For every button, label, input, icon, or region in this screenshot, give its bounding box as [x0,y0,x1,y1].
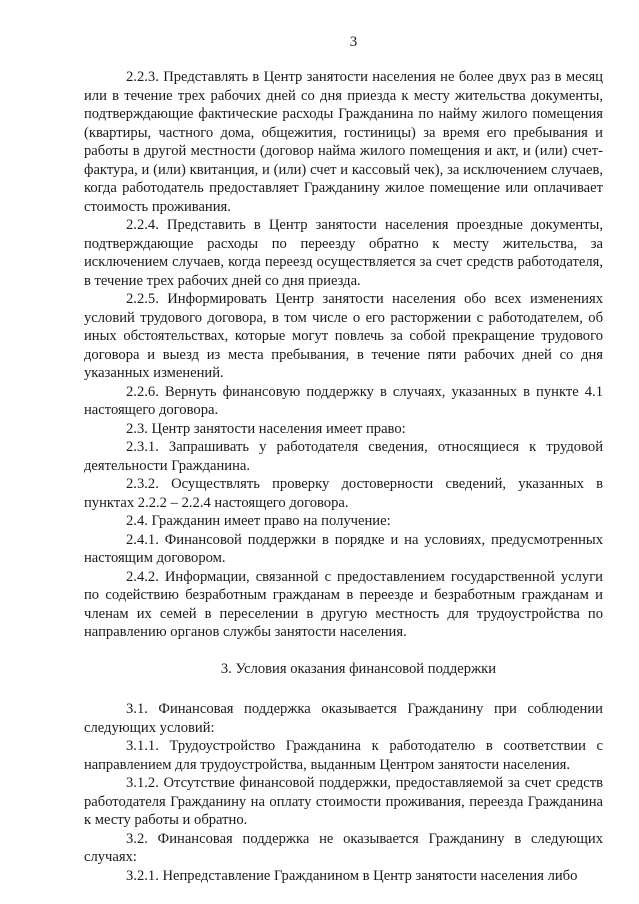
paragraph-3-2: 3.2. Финансовая поддержка не оказывается Гражданину в следующих случаях: [84,830,603,865]
paragraph-2-3: 2.3. Центр занятости населения имеет право: [126,420,406,437]
paragraph-3-2-1: 3.2.1. Непредставление Гражданином в Центр занятости населения либо [126,867,578,884]
section-3-title: 3. Условия оказания финансовой поддержки [220,660,497,677]
paragraph-2-3-1: 2.3.1. Запрашивать у работодателя сведения, относящиеся к трудовой деятельности Гражданина. [84,439,603,474]
page-number: 3 [349,34,358,50]
paragraph-2-3-2: 2.3.2. Осуществлять проверку достоверности сведений, указанных в пунктах 2.2.2 – 2.2.4 настоящего договора. [84,476,603,511]
paragraph-2-2-4: 2.2.4. Представить в Центр занятости населения проездные документы, подтверждающие расходы по переезду обратно к месту жительства, за исключением случаев, когда переезд осуществляется за счет средств работодателя, в течение трех рабочих дней со дня приезда. [84,217,603,289]
paragraph-3-1-2: 3.1.2. Отсутствие финансовой поддержки, предоставляемой за счет средств работодателя Гражданину на оплату стоимости проживания, переезда Гражданина к месту работы и обратно. [84,775,603,828]
section-2-body [84,68,603,642]
paragraph-3-1: 3.1. Финансовая поддержка оказывается Гражданину при соблюдении следующих условий: [84,701,603,736]
paragraph-2-4-1: 2.4.1. Финансовой поддержки в порядке и на условиях, предусмотренных настоящим договором. [84,531,603,566]
paragraph-2-2-5: 2.2.5. Информировать Центр занятости населения обо всех изменениях условий трудового договора, в том числе о его расторжении с работодателем, об иных обстоятельствах, которые могут повлечь за собой прекращение трудового договора и выезд из места пребывания, в течение пяти рабочих дней со дня указанных изменений. [84,291,603,381]
paragraph-3-1-1: 3.1.1. Трудоустройство Гражданина к работодателю в соответствии с направлением для трудоустройства, выданным Центром занятости населения. [84,738,603,773]
paragraph-2-2-6: 2.2.6. Вернуть финансовую поддержку в случаях, указанных в пункте 4.1 настоящего договора. [84,383,603,418]
paragraph-2-4: 2.4. Гражданин имеет право на получение: [126,513,391,529]
paragraph-2-4-2: 2.4.2. Информации, связанной с предоставлением государственной услуги по содействию безработным гражданам в переезде и безработным гражданам и членам их семей в переселении в другую местность для трудоустройства по направлению органов службы занятости населения. [84,568,603,640]
section-3-body [84,700,603,885]
paragraph-2-2-3: 2.2.3. Представлять в Центр занятости населения не более двух раз в месяц или в течение трех рабочих дней со дня приезда к месту жительства документы, подтверждающие фактические расходы Гражданина по найму жилого помещения (квартиры, частного дома, общежития, гостиницы) за время его пребывания и работы в другой местности (договор найма жилого помещения и акт, и (или) счет-фактура, и (или) квитанция, и (или) счет и кассовый чек), за исключением случаев, когда работодатель предоставляет Гражданину жилое помещение или оплачивает стоимость проживания. [84,69,603,215]
